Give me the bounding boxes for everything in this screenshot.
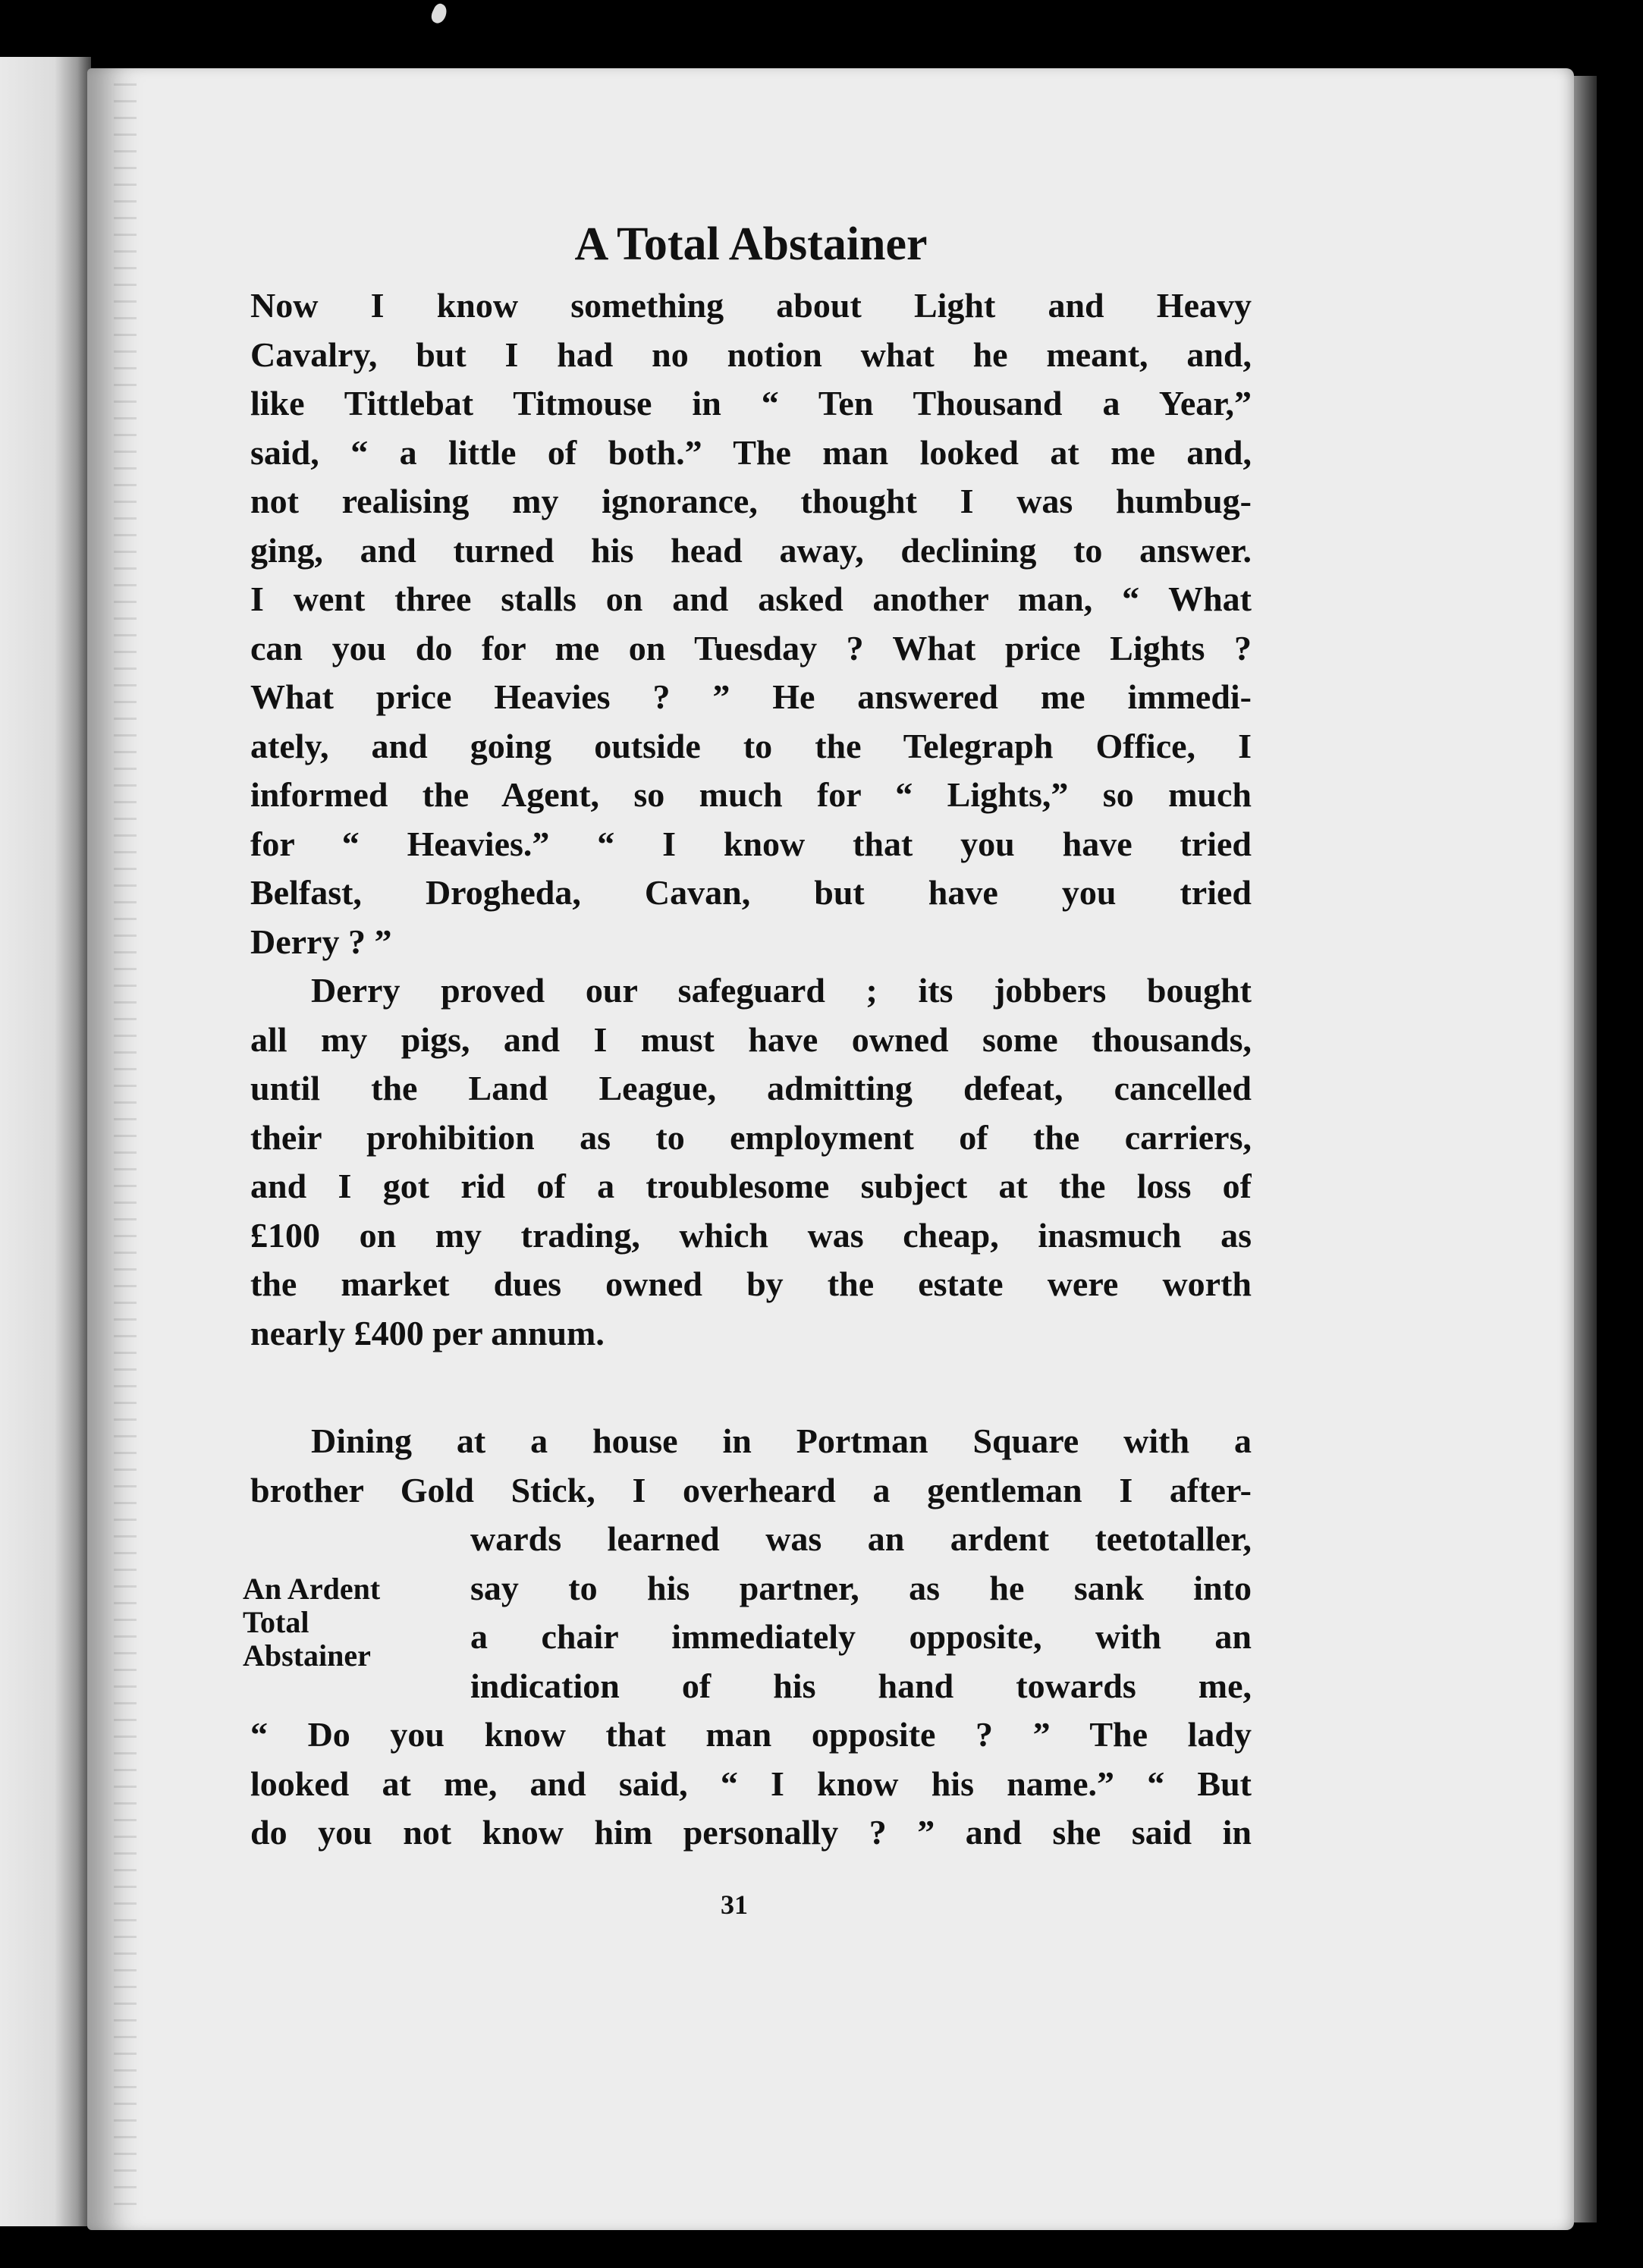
paragraph-2 [250,966,1252,1358]
text-line: a chair immediately opposite, with an [470,1617,1252,1657]
text-line: and I got rid of a troublesome subject at the loss of [250,1167,1252,1206]
text-line: Dining at a house in Portman Square with a [311,1421,1252,1461]
paragraph-3 [243,1417,1252,1858]
page-number: 31 [721,1889,748,1920]
text-line: not realising my ignorance, thought I was humbug- [250,482,1252,521]
text-line: brother Gold Stick, I overheard a gentleman I after- [250,1470,1252,1509]
text-line: do you not know him personally ? ” and she said in [250,1813,1252,1852]
text-line: Cavalry, but I had no notion what he meant, and, [250,335,1252,374]
text-line: wards learned was an ardent teetotaller, [470,1519,1252,1559]
text-line: Belfast, Drogheda, Cavan, but have you tried [250,873,1252,913]
text-line: the market dues owned by the estate were worth [250,1264,1252,1304]
text-line: ging, and turned his head away, declining to answer. [250,530,1252,570]
sidenote-line: Abstainer [243,1638,371,1673]
text-line: Derry ? ” [250,922,392,961]
page-edge-shadow [1574,76,1597,2222]
scan-speck [429,2,449,25]
text-line: looked at me, and said, “ I know his name.” “ But [250,1764,1252,1803]
text-line: said, “ a little of both.” The man looked at me and, [250,432,1252,472]
text-line: can you do for me on Tuesday ? What price Lights ? [250,628,1252,668]
text-line: say to his partner, as he sank into [470,1568,1252,1607]
text-line: What price Heavies ? ” He answered me immedi- [250,677,1252,717]
text-line: indication of his hand towards me, [470,1666,1252,1705]
sidenote-line: An Ardent [243,1572,381,1607]
text-line: for “ Heavies.” “ I know that you have tried [250,824,1252,863]
text-line: all my pigs, and I must have owned some thousands, [250,1019,1252,1059]
text-line: Now I know something about Light and Heavy [250,286,1252,325]
section-break [250,1358,1252,1417]
text-line: ately, and going outside to the Telegraph Office, I [250,726,1252,765]
facing-page-edge [0,57,91,2226]
text-line: their prohibition as to employment of the carriers, [250,1117,1252,1157]
text-line: Derry proved our safeguard ; its jobbers bought [311,971,1252,1010]
text-line: nearly £400 per annum. [250,1313,605,1352]
text-line: “ Do you know that man opposite ? ” The lady [250,1715,1252,1754]
text-line: until the Land League, admitting defeat, cancelled [250,1069,1252,1108]
text-line: informed the Agent, so much for “ Lights,” so much [250,775,1252,815]
paragraph-1 [250,281,1252,966]
text-line: I went three stalls on and asked another man, “ What [250,580,1252,619]
page-text [243,216,1252,1858]
binding-gutter [114,83,137,2207]
text-line: £100 on my trading, which was cheap, inasmuch as [250,1215,1252,1255]
page-title: A Total Abstainer [574,218,928,270]
margin-sidenote [243,1572,448,1673]
sidenote-line: Total [243,1605,309,1640]
text-line: like Tittlebat Titmouse in “ Ten Thousand a Year,” [250,384,1252,423]
